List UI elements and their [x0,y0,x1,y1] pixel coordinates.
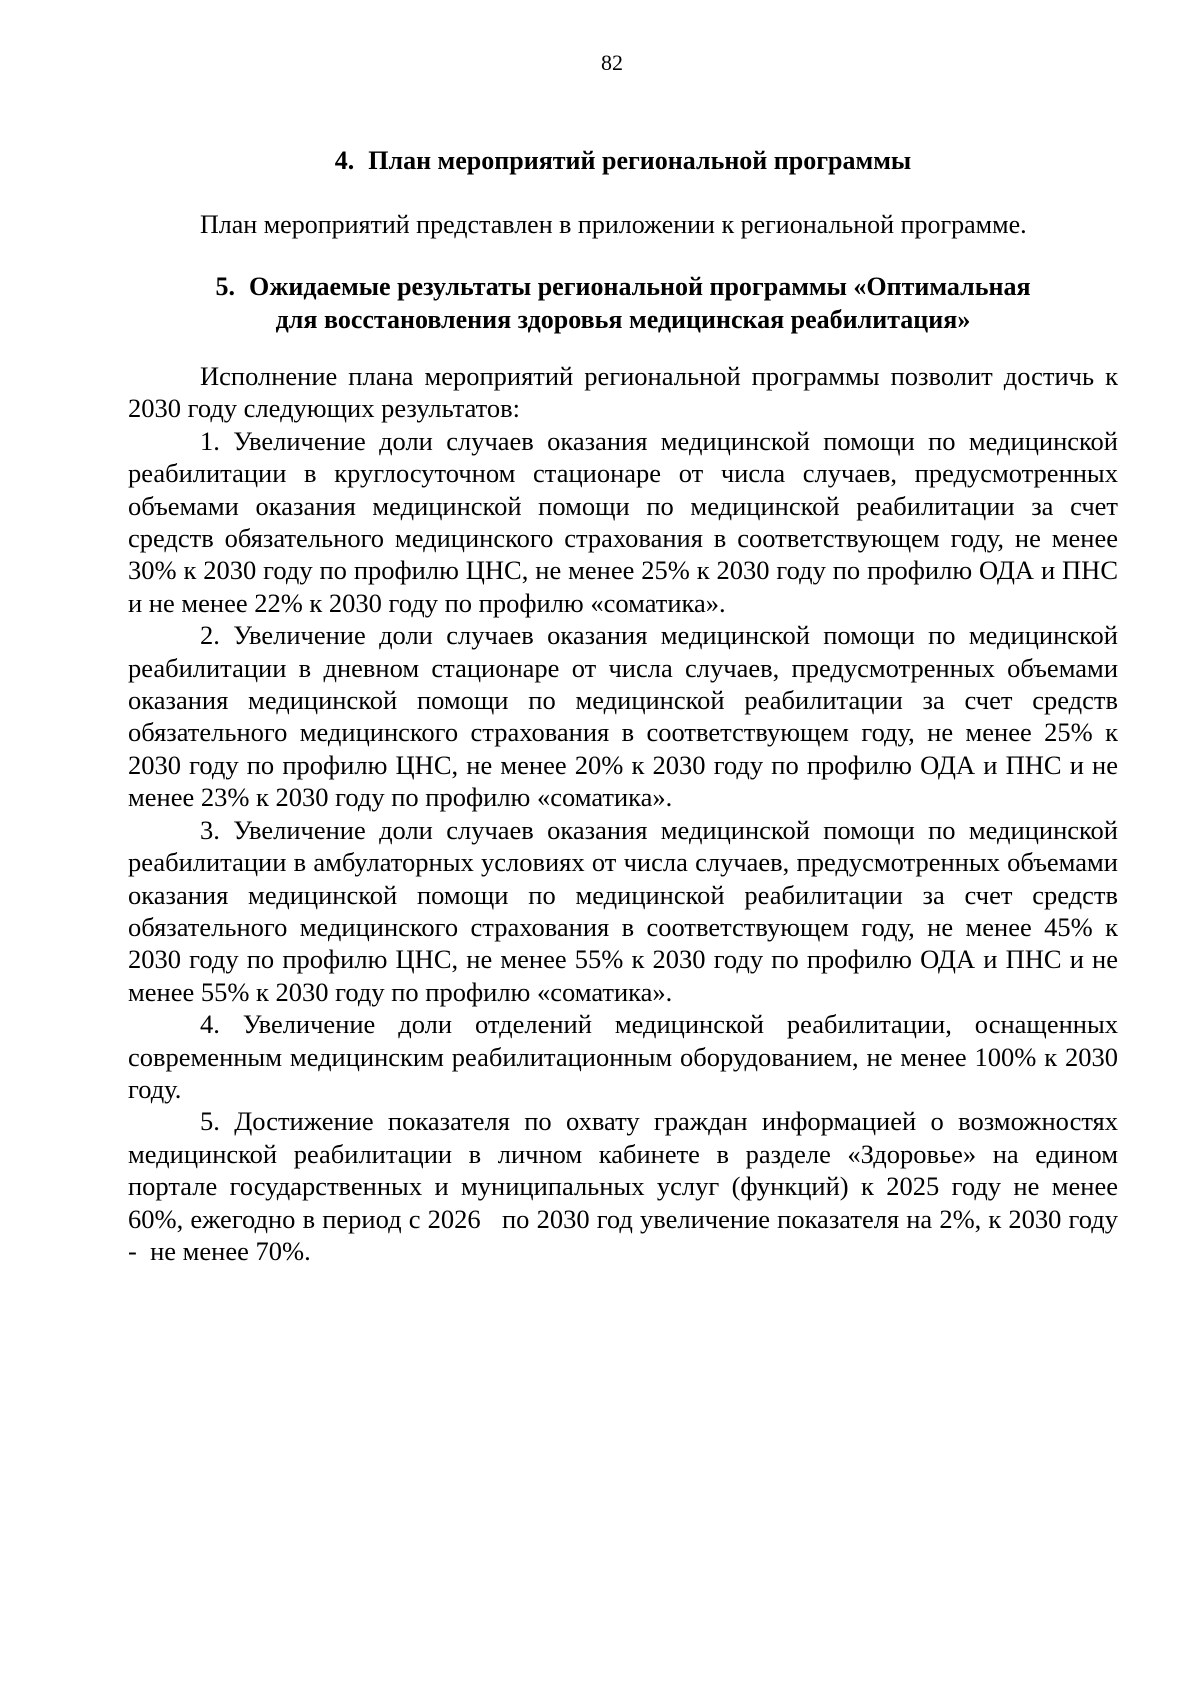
result-item-2: 2. Увеличение доли случаев оказания медицинской помощи по медицинской реабилитации в дневном стационаре от числа случаев, предусмотренных объемами оказания медицинской помощи по медицинской реабилитации за счет средств обязательного медицинского страхования в соответствующем году, не менее 25% к 2030 году по профилю ЦНС, не менее 20% к 2030 году по профилю ОДА и ПНС и не менее 23% к 2030 году по профилю «соматика». [128,620,1118,813]
section-5-body [128,360,1125,1267]
section-5-title-line-2: для восстановления здоровья медицинская реабилитация» [275,305,971,334]
section-5-title-line-1 [128,270,1118,303]
section-5-number: 5. [215,272,235,301]
section-4-title: План мероприятий региональной программы [368,146,912,175]
result-item-1: 1. Увеличение доли случаев оказания медицинской помощи по медицинской реабилитации в круглосуточном стационаре от числа случаев, предусмотренных объемами оказания медицинской помощи по медицинской реабилитации за счет средств обязательного медицинского страхования в соответствующем году, не менее 30% к 2030 году по профилю ЦНС, не менее 25% к 2030 году по профилю ОДА и ПНС и не менее 22% к 2030 году по профилю «соматика». [128,425,1118,618]
section-4-number: 4. [334,146,355,175]
section-5-title-line-1-text: Ожидаемые результаты региональной программы «Оптимальная [248,272,1031,301]
section-4-heading [128,144,1118,177]
page-number: 82 [601,50,623,75]
result-item-3: 3. Увеличение доли случаев оказания медицинской помощи по медицинской реабилитации в амбулаторных условиях от числа случаев, предусмотренных объемами оказания медицинской помощи по медицинской реабилитации за счет средств обязательного медицинского страхования в соответствующем году, не менее 45% к 2030 году по профилю ЦНС, не менее 55% к 2030 году по профилю ОДА и ПНС и не менее 55% к 2030 году по профилю «соматика». [128,814,1118,1007]
section-4-text: План мероприятий представлен в приложении к региональной программе. [200,210,1027,239]
section-5-heading [128,270,1118,336]
result-item-4: 4. Увеличение доли отделений медицинской реабилитации, оснащенных современным медицинским реабилитационным оборудованием, не менее 100% к 2030 году. [128,1009,1118,1104]
result-item-5: 5. Достижение показателя по охвату граждан информацией о возможностях медицинской реабилитации в личном кабинете в разделе «Здоровье» на едином портале государственных и муниципальных услуг (функций) к 2025 году не менее 60%, ежегодно в период с 2026 по 2030 год увеличение показателя на 2%, к 2030 году - не менее 70%. [128,1106,1125,1266]
section-5-intro: Исполнение плана мероприятий региональной программы позволит достичь к 2030 году следующих результатов: [128,361,1118,424]
